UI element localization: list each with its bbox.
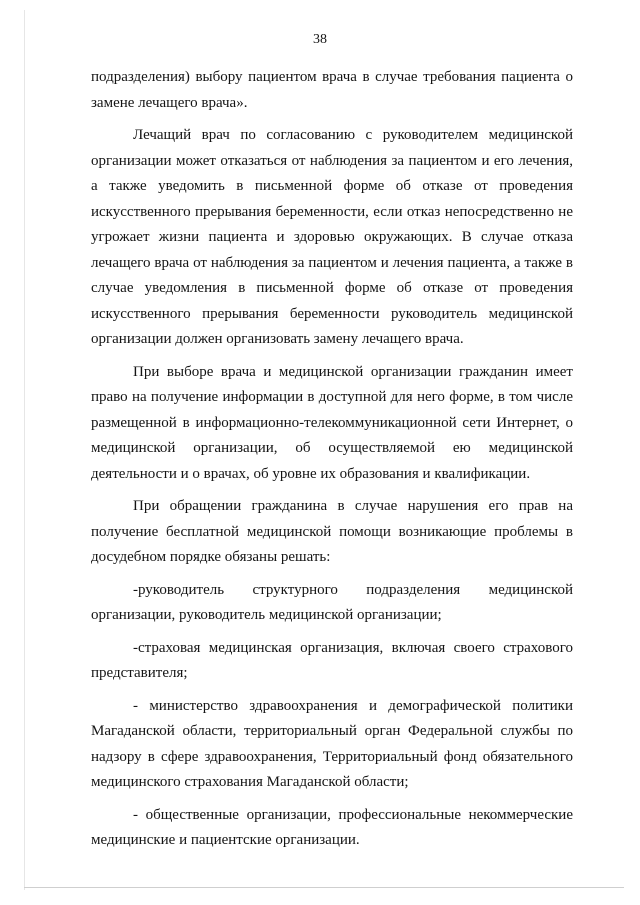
- paragraph-1: подразделения) выбору пациентом врача в случае требования пациента о замене лечащего врача».: [91, 69, 573, 111]
- paragraph-2: Лечащий врач по согласованию с руководителем медицинской организации может отказаться от наблюдения за пациентом и его лечения, а также уведомить в письменной форме об отказе от проведения искусственного прерывания беременности, если отказ непосредственно не угрожает жизни пациента и здоровью окружающих. В случае отказа лечащего врача от наблюдения за пациентом и лечения пациента, а также в случае уведомления в письменной форме об отказе от проведения искусственного прерывания беременности руководитель медицинской организации должен организовать замену лечащего врача.: [91, 127, 573, 347]
- paragraph-4: При обращении гражданина в случае нарушения его прав на получение бесплатной медицинской помощи возникающие проблемы в досудебном порядке обязаны решать:: [91, 498, 573, 565]
- page-number: 38: [313, 32, 327, 47]
- list-item-3: - министерство здравоохранения и демографической политики Магаданской области, территориальный орган Федеральной службы по надзору в сфере здравоохранения, Территориальный фонд обязательного медицинского страхования Магаданской области;: [91, 697, 573, 790]
- scan-edge-left: [24, 10, 25, 890]
- list-item-1: -руководитель структурного подразделения медицинской организации, руководитель медицинской организации;: [91, 581, 573, 623]
- document-body: [91, 65, 573, 861]
- list-item-4: - общественные организации, профессиональные некоммерческие медицинские и пациентские организации.: [91, 806, 573, 848]
- list-item-2: -страховая медицинская организация, включая своего страхового представителя;: [91, 639, 573, 681]
- paragraph-3: При выборе врача и медицинской организации гражданин имеет право на получение информации в доступной для него форме, в том числе размещенной в информационно-телекоммуникационной сети Интернет, о медицинской организации, об осуществляемой ею медицинской деятельности и о врачах, об уровне их образования и квалификации.: [91, 363, 573, 482]
- scan-edge-bottom: [24, 887, 624, 888]
